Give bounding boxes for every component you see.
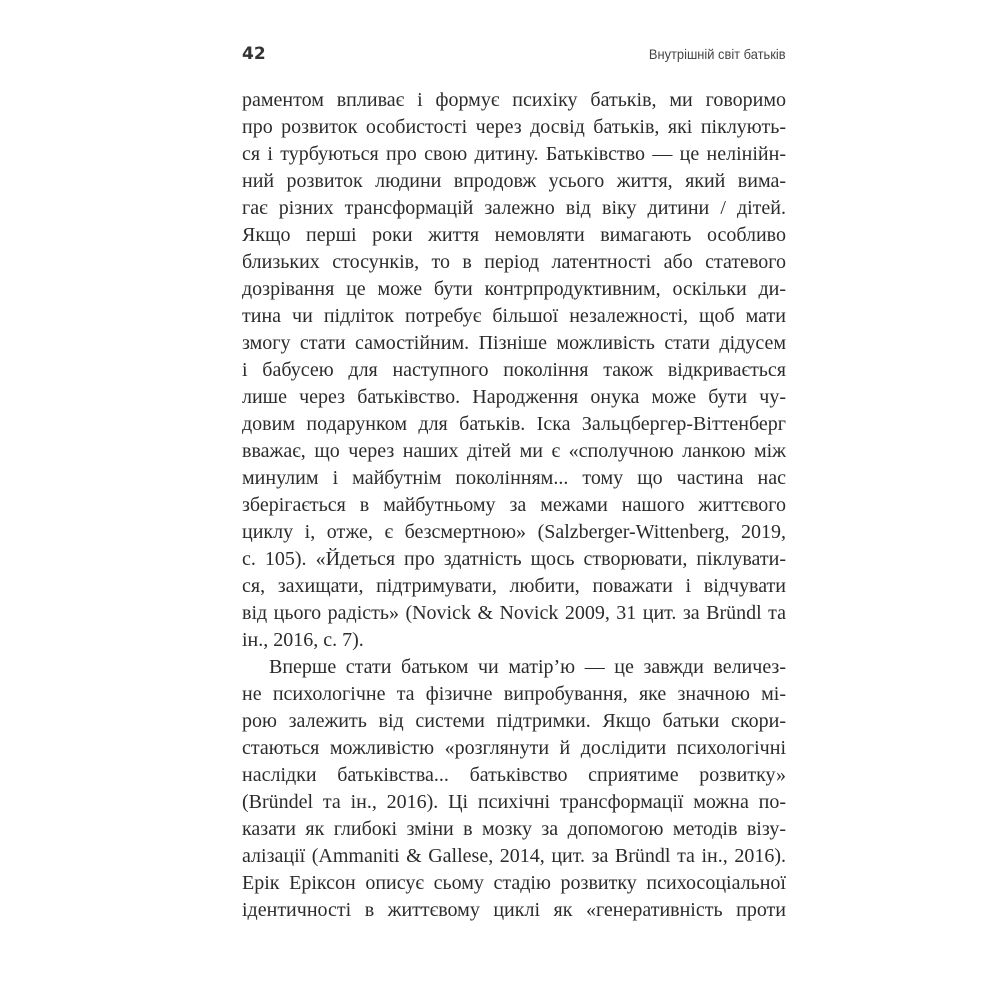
text-line: дозрівання це може бути контрпродуктивним, оскільки ди- — [242, 278, 786, 300]
running-title: Внутрішній світ батьків — [649, 46, 786, 62]
text-line: про розвиток особистості через досвід батьків, які піклують- — [242, 116, 786, 138]
text-line: (Bründel та ін., 2016). Ці психічні трансформації можна по- — [242, 791, 786, 813]
text-line: не психологічне та фізичне випробування, яке значною мі- — [242, 683, 786, 705]
page-body — [242, 89, 786, 926]
text-line: наслідки батьківства... батьківство сприятиме розвитку» — [242, 764, 786, 786]
text-line: циклу і, отже, є безсмертною» (Salzberger-Wittenberg, 2019, — [242, 521, 786, 543]
text-line: ін., 2016, с. 7). — [242, 629, 364, 651]
text-line: від цього радість» (Novick & Novick 2009, 31 цит. за Bründl та — [242, 602, 786, 624]
text-line: ний розвиток людини впродовж усього життя, який вима- — [242, 170, 786, 192]
text-line: лише через батьківство. Народження онука може бути чу- — [242, 386, 786, 408]
text-line: казати як глибокі зміни в мозку за допомогою методів візу- — [242, 818, 786, 840]
text-line: довим подарунком для батьків. Іска Зальцбергер-Віттенберг — [242, 413, 786, 435]
text-line: алізації (Ammaniti & Gallese, 2014, цит. за Bründl та ін., 2016). — [242, 845, 786, 867]
text-line: змогу стати самостійним. Пізніше можливість стати дідусем — [242, 332, 786, 354]
text-line: тина чи підліток потребує більшої незалежності, щоб мати — [242, 305, 786, 327]
text-line: с. 105). «Йдеться про здатність щось створювати, піклувати- — [242, 548, 786, 570]
text-line: минулим і майбутнім поколінням... тому що частина нас — [242, 467, 786, 489]
text-line: вважає, що через наших дітей ми є «сполучною ланкою між — [242, 440, 786, 462]
text-line: Ерік Еріксон описує сьому стадію розвитку психосоціальної — [242, 872, 786, 894]
text-line: стаються можливістю «розглянути й дослідити психологічні — [242, 737, 786, 759]
text-line: рою залежить від системи підтримки. Якщо батьки скори- — [242, 710, 786, 732]
text-line: Якщо перші роки життя немовляти вимагають особливо — [242, 224, 786, 246]
text-line: ідентичності в життєвому циклі як «генеративність проти — [242, 899, 786, 921]
text-line: ся і турбуються про свою дитину. Батьківство — це нелінійн- — [242, 143, 786, 165]
text-line: і бабусею для наступного покоління також відкривається — [242, 359, 786, 381]
text-line: зберігається в майбутньому за межами нашого життєвого — [242, 494, 786, 516]
text-line: ся, захищати, підтримувати, любити, поважати і відчувати — [242, 575, 786, 597]
text-line: раментом впливає і формує психіку батьків, ми говоримо — [242, 89, 786, 111]
text-line: близьких стосунків, то в період латентності або статевого — [242, 251, 786, 273]
text-line: Вперше стати батьком чи матір’ю — це завжди величез- — [269, 656, 786, 678]
text-line: гає різних трансформацій залежно від віку дитини / дітей. — [242, 197, 786, 219]
page-number: 42 — [242, 44, 266, 64]
